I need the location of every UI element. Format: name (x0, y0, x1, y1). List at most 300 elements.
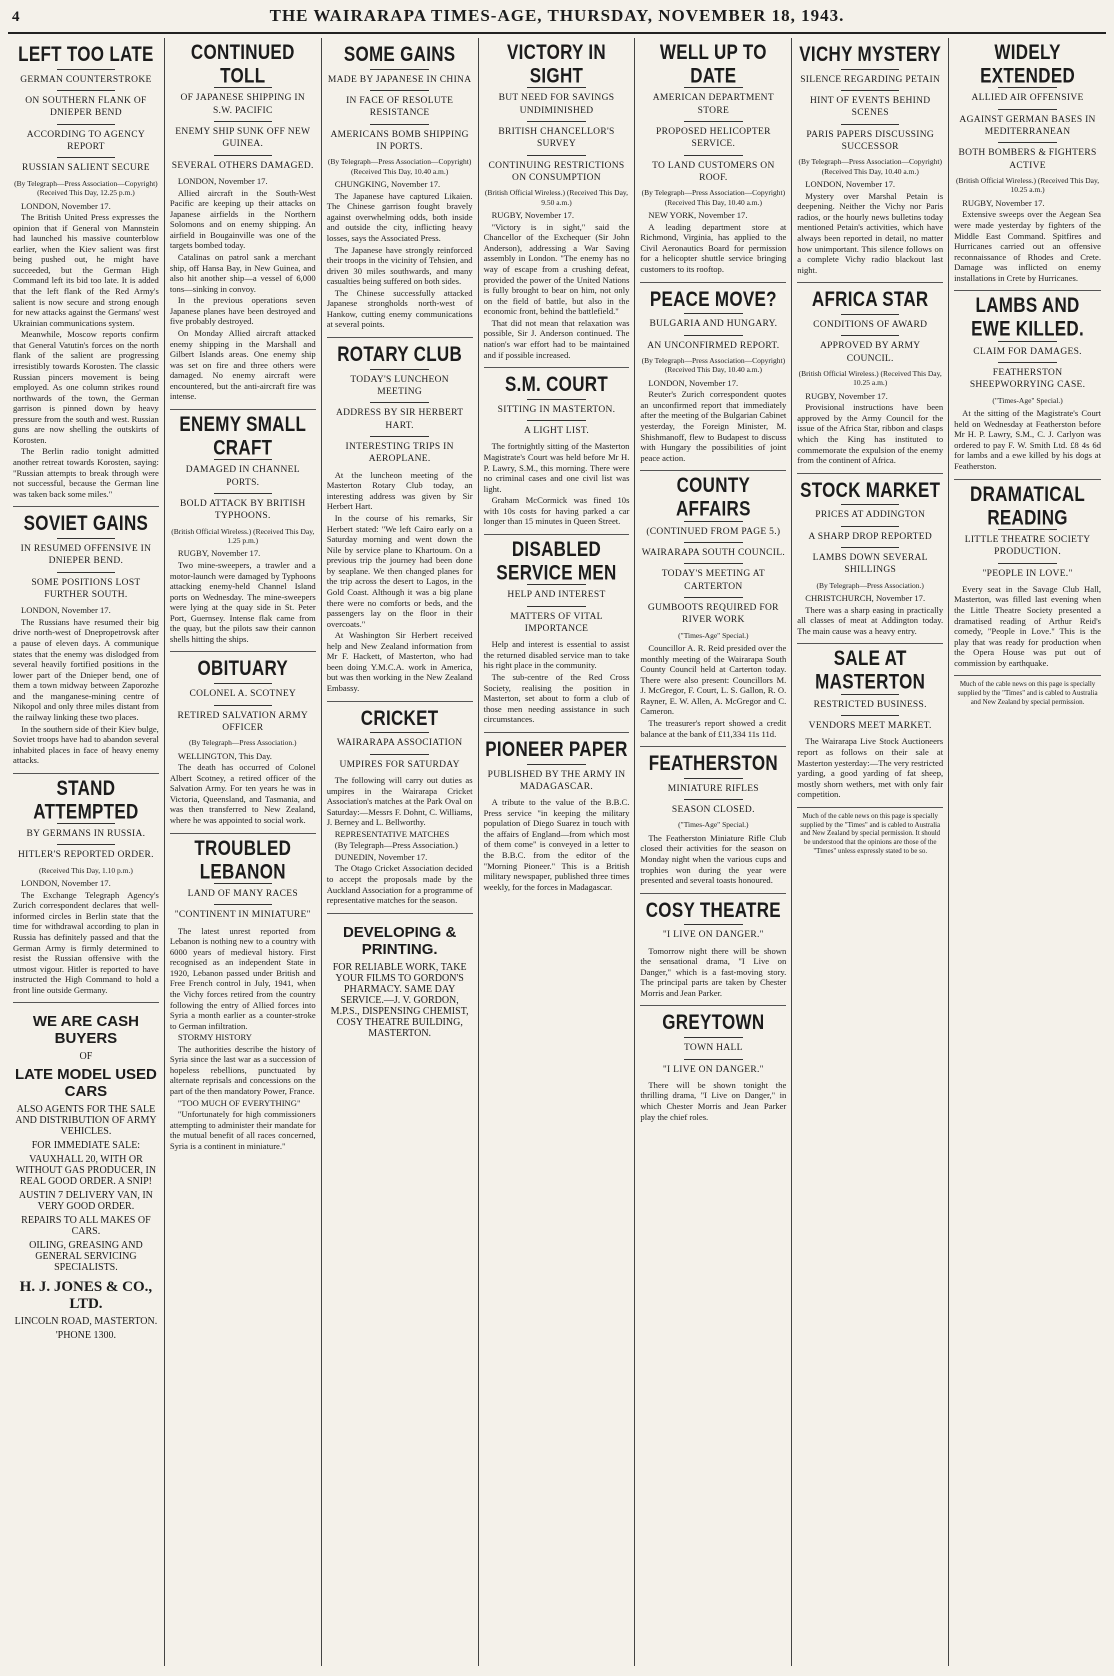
wire-credit: ("Times-Age" Special.) (992, 395, 1063, 405)
subheadline: SOME POSITIONS LOST FURTHER SOUTH. (31, 577, 141, 600)
divider-rule (214, 155, 272, 156)
divider-rule (841, 124, 899, 125)
divider-rule (998, 362, 1057, 363)
headline: PEACE MOVE? (649, 286, 777, 311)
wire-credit: (Received This Day, 1.10 p.m.) (38, 865, 133, 875)
divider-rule (527, 155, 585, 156)
page-number: 4 (12, 9, 20, 25)
wire-credit: (By Telegraph—Press Association.) (816, 580, 924, 590)
ad-line: FOR IMMEDIATE SALE: (31, 1140, 141, 1152)
divider-rule (214, 121, 272, 122)
paragraph: Every seat in the Savage Club Hall, Masterton, was filled last evening when the Little Theatre Society presented a dramatised reading of Arthur Reid's comedy, "People in Love." This is the play that was ready for production when the Opera House was put out of commission by earthquake. (954, 583, 1101, 668)
ad-line: WE ARE CASH BUYERS (32, 1013, 139, 1048)
subheadline: ENEMY SHIP SUNK OFF NEW GUINEA. (175, 127, 311, 150)
paragraph: The sub-centre of the Red Cross Society, realising the position in Masterton, set about to form a club of those men needing assistance in such circumstances. (483, 672, 630, 725)
wire-credit: (British Official Wireless.) (Received This Day, 10.25 a.m.) (956, 176, 1100, 195)
divider-rule (527, 121, 585, 122)
subheadline: LITTLE THEATRE SOCIETY PRODUCTION. (964, 534, 1091, 558)
subheadline: COLONEL A. SCOTNEY (189, 689, 297, 700)
paragraph: Mystery over Marshal Petain is deepening. Neither the Vichy nor Paris radios, or the hourly news bulletins today mentioned Petain's activities, which have always been reported in detail, no matter how unimportant. This silence follows on a complete Vichy radio blackout last night. (797, 190, 944, 275)
paragraph: REPRESENTATIVE MATCHES (334, 828, 450, 839)
paragraph: Two mine-sweepers, a trawler and a motor-launch were damaged by Typhoons attacking enemy-held Channel Island ports on Wednesday. The mine-sweepers were lying at the quay side in St. Peter Port, Guernsey. Intense flak came from the quay, but the pilots saw their cannon shells hitting the ships. (169, 559, 316, 644)
subheadline: BRITISH CHANCELLOR'S SURVEY (498, 127, 615, 150)
ad-line: REPAIRS TO ALL MAKES OF CARS. (21, 1215, 151, 1238)
subheadline: AMERICAN DEPARTMENT STORE (652, 93, 774, 116)
article (170, 652, 316, 833)
paragraph: At the sitting of the Magistrate's Court held on Wednesday at Featherston before Mr H. P. Lawry, S.M., C. J. Carlyon was ordered to pay F. W. Smith Ltd. £8 4s 6d for lambs and a ewe killed by his dogs at Featherston. (954, 408, 1101, 471)
divider-rule (370, 436, 428, 437)
paragraph: The Featherston Miniature Rifle Club closed their activities for the season on Monday night when the various cups and trophies won during the year were presented and several toasts honoured. (640, 832, 787, 886)
advertiser-address: LINCOLN ROAD, MASTERTON. (14, 1316, 158, 1328)
subheadline: INTERESTING TRIPS IN AEROPLANE. (345, 442, 454, 465)
paragraph: Tomorrow night there will be shown the sensational drama, "I Live on Danger," which is a fast-moving story. The principal parts are taken by Chester Morris and Jean Parker. (640, 945, 787, 998)
article (640, 747, 786, 894)
column-3 (322, 38, 479, 1666)
headline: FEATHERSTON (648, 751, 778, 776)
article-body (640, 833, 786, 886)
paragraph: Help and interest is essential to assist the returned disabled service man to take his right place in the community. (483, 639, 630, 671)
article (170, 38, 316, 410)
headline: DISABLED SERVICE MEN (496, 537, 617, 585)
ad-line: DEVELOPING & PRINTING. (342, 923, 457, 958)
subheadline: LAMBS DOWN SEVERAL SHILLINGS (812, 553, 928, 576)
divider-rule (370, 124, 428, 125)
paragraph: LONDON, November 17. (805, 179, 896, 190)
newspaper-title: THE WAIRARAPA TIMES-AGE, THURSDAY, NOVEMBER 18, 1943. (269, 6, 845, 25)
paragraph: Catalinas on patrol sank a merchant ship, off Hansa Bay, in New Guinea, and also hit another ship—a vessel of 6,000 tons—sinking in convoy. (169, 252, 316, 294)
subheadline: ACCORDING TO AGENCY REPORT (26, 129, 146, 153)
paragraph: LONDON, November 17. (21, 605, 111, 616)
wire-credit: ("Times-Age" Special.) (678, 820, 749, 830)
article (640, 283, 786, 472)
subheadline: BOLD ATTACK BY BRITISH TYPHOONS. (179, 498, 306, 522)
article (170, 834, 316, 1159)
divider-rule (684, 121, 742, 122)
subheadline: RETIRED SALVATION ARMY OFFICER (177, 710, 309, 733)
article-body (954, 584, 1101, 669)
subheadline: MINIATURE RIFLES (667, 783, 759, 794)
divider-rule (370, 754, 428, 755)
article-body (640, 1080, 786, 1122)
paragraph: The death has occurred of Colonel Albert Scotney, a retired officer of the Salvation Army. For ten years he was in Victoria, Queensland, and Tasmania, and was then transferred to New Zealand, where he was appointed to social work. (169, 762, 316, 825)
divider-rule (214, 705, 272, 706)
subheadline: TODAY'S MEETING AT CARTERTON (661, 569, 765, 592)
divider-rule (214, 493, 272, 494)
article-body (13, 201, 159, 500)
ad-line: OILING, GREASING AND GENERAL SERVICING SPECIALISTS. (29, 1240, 143, 1274)
subheadline: VENDORS MEET MARKET. (808, 721, 932, 732)
paragraph: The treasurer's report showed a credit balance at the bank of £11,334 11s 11d. (640, 717, 787, 739)
headline: TROUBLED LEBANON (194, 835, 292, 883)
paragraph: (By Telegraph—Press Association.) (334, 840, 458, 851)
article (484, 535, 630, 733)
divider-rule (684, 155, 742, 156)
article-body (954, 408, 1101, 471)
wire-credit: (British Official Wireless.) (Received This Day, 9.50 a.m.) (484, 188, 629, 207)
article (640, 1006, 786, 1129)
paragraph: The Japanese have strongly reinforced their troops in the vicinity of Tehsien, and driven 30 miles southwards, and many casualties being suffered on both sides. (326, 244, 473, 287)
divider-rule (684, 778, 742, 779)
article (640, 38, 786, 283)
subheadline: ADDRESS BY SIR HERBERT HART. (335, 408, 464, 431)
divider-rule (527, 764, 585, 765)
column-6 (792, 38, 949, 1666)
subheadline: FEATHERSTON SHEEPWORRYING CASE. (969, 368, 1086, 391)
wire-credit: (By Telegraph—Press Association—Copyright) (Received This Day, 10.40 a.m.) (641, 188, 786, 207)
paragraph: LONDON, November 17. (648, 377, 739, 388)
subheadline: A SHARP DROP REPORTED (808, 531, 932, 542)
divider-rule (370, 69, 428, 70)
subheadline: TOWN HALL (683, 1043, 743, 1054)
subheadline: SEVERAL OTHERS DAMAGED. (171, 160, 314, 171)
wire-credit: (By Telegraph—Press Association—Copyright) (Received This Day, 10.40 a.m.) (327, 157, 472, 176)
divider-rule (370, 90, 428, 91)
article-body (484, 797, 630, 892)
article (327, 702, 473, 914)
column-4 (479, 38, 636, 1666)
paragraph: That did not mean that relaxation was possible, Sir J. Anderson continued. The nation's war effort had to be maintained and if possible increased. (483, 317, 630, 360)
paragraph: "Victory is in sight," said the Chancellor of the Exchequer (Sir John Anderson), addressing a War Saving assembly in London. "The enemy has no way of escape from a crushing defeat, provided the power of the United Nations is fully brought to bear on him, not only on the field of battle, but also in the economic front, behind the battlefield." (483, 221, 630, 317)
column-2 (165, 38, 322, 1666)
headline: DRAMATICAL READING (970, 481, 1086, 529)
divider-rule (684, 313, 742, 314)
advertisement (327, 914, 473, 1048)
wire-credit: (British Official Wireless.) (Received This Day, 10.25 a.m.) (798, 368, 942, 388)
headline: VICHY MYSTERY (799, 42, 942, 67)
article-body (13, 605, 159, 765)
article-body (640, 378, 786, 464)
divider-rule (57, 124, 115, 125)
divider-rule (684, 924, 742, 925)
article-body (797, 179, 943, 275)
article-body (797, 736, 943, 799)
subheadline: TO LAND CUSTOMERS ON ROOF. (652, 160, 775, 184)
subheadline: ON SOUTHERN FLANK OF DNIEPER BEND (25, 96, 147, 119)
wire-credit: (By Telegraph—Press Association—Copyright) (Received This Day, 12.25 p.m.) (14, 178, 158, 198)
column-grid (8, 38, 1106, 1666)
divider-rule (57, 538, 115, 539)
paragraph: LONDON, November 17. (177, 176, 268, 187)
subheadline: "I LIVE ON DANGER." (662, 930, 764, 941)
article (484, 38, 630, 368)
advertiser-phone: 'PHONE 1300. (55, 1330, 116, 1342)
divider-rule (57, 69, 115, 70)
headline: STOCK MARKET (800, 478, 941, 502)
cable-notice: Much of the cable news on this page is specially supplied by the "Times" and is cabled to Australia and New Zealand by special permission. It should be understood that the opinions are those of the "Times" unless expressly stated to be so. (800, 811, 941, 855)
ad-line: OF (79, 1051, 93, 1063)
paragraph: In the course of his remarks, Sir Herbert stated: "We left Cairo early on a Saturday morning and went down the Nile by service plane to Khartoum. On a previous trip the journey had been done by seaplane. We then changed planes for the trip across the desert to Lagos, in the Gold Coast. Although it was a big plane there were no comforts or beds, and the passengers lay on the floor in their overcoats." (326, 513, 473, 629)
headline: SOVIET GAINS (23, 511, 149, 536)
subheadline: BUT NEED FOR SAVINGS UNDIMINISHED (498, 93, 615, 116)
headline: CONTINUED TOLL (190, 40, 295, 88)
article (954, 291, 1101, 479)
subheadline: RESTRICTED BUSINESS. (813, 699, 927, 710)
subheadline: SILENCE REGARDING PETAIN (800, 74, 941, 85)
divider-rule (841, 526, 899, 527)
article-body (170, 548, 316, 644)
paragraph: Reuter's Zurich correspondent quotes an unconfirmed report that immediately after the meeting of the Bulgarian Cabinet yesterday, the Foreign Minister, M. Shishmanoff, flew to Budapest to discuss with Hungary the possibilities of joint peace action. (640, 389, 787, 463)
divider-rule (841, 69, 899, 70)
article (484, 368, 630, 535)
paragraph: WELLINGTON, This Day. (177, 750, 272, 761)
ad-line: ALSO AGENTS FOR THE SALE AND DISTRIBUTION OF ARMY VEHICLES. (15, 1104, 157, 1138)
wire-credit: (By Telegraph—Press Association.) (189, 738, 297, 748)
article-body (484, 639, 630, 725)
paragraph: The British United Press expresses the opinion that if General von Mannstein had launched his massive counterblow earlier, when the Kiev salient was first being pushed out, he might have succeeded, but the German High Command left its bid too late. It is added that the left flank of the Red Army's salient is now secure and strong enough for new attacks against the Germans' west Ukrainian communications system. (13, 212, 159, 328)
divider-rule (684, 563, 742, 564)
article-body (327, 470, 473, 694)
paragraph: NEW YORK, November 17. (648, 210, 748, 221)
paragraph: The Otago Cricket Association decided to accept the proposals made by the Auckland Association for a programme of representative matches for the season. (326, 863, 473, 906)
ad-line: LATE MODEL USED CARS (14, 1066, 157, 1101)
article-body (327, 775, 473, 906)
paragraph: "TOO MUCH OF EVERYTHING" (177, 1097, 301, 1108)
paragraph: There was a sharp easing in practically all classes of meat at Addington today. The main cause was a heavy entry. (797, 604, 944, 636)
headline: WIDELY EXTENDED (980, 40, 1076, 88)
paragraph: The Exchange Telegraph Agency's Zurich correspondent declares that well-informed circles in Berlin state that the time for withdrawal according to plan in Russia has definitely passed and that the German Army is firmly determined to resist the Russian offensive with the utmost vigour. Hitler is reported to have instructed the High Command to hold a front line outside Germany. (13, 889, 159, 995)
divider-rule (370, 732, 428, 733)
paragraph: Meanwhile, Moscow reports confirm that General Vatutin's forces on the north flank of the salient are progressing irresistibly towards Korosten. The classic Russian pincers movement is being employed. As one column strikes round northwards of the town, the German garrison is pinned down by heavy pressure from the south and west. Russian guns are now shelling the outskirts of Korosten. (13, 329, 159, 445)
subheadline: BY GERMANS IN RUSSIA. (26, 829, 146, 840)
divider-rule (527, 399, 585, 400)
headline: GREYTOWN (662, 1010, 765, 1035)
divider-rule (57, 572, 115, 573)
paragraph: DUNEDIN, November 17. (334, 851, 428, 862)
masthead (8, 6, 1106, 34)
subheadline: PUBLISHED BY THE ARMY IN MADAGASCAR. (487, 769, 626, 792)
article (954, 38, 1101, 291)
paragraph: A tribute to the value of the B.B.C. Press service "in keeping the military population of Diego Suarez in touch with the affairs of England—from which most of them come" is conveyed in a letter to the B.B.C. from the editor of the "Morning Pioneer." This is a British military newspaper, published three times weekly, for the forces in Madagascar. (483, 797, 630, 892)
divider-rule (57, 90, 115, 91)
article-body (640, 643, 786, 739)
paragraph: The Japanese have captured Likaien. The Chinese garrison fought bravely against overwhelming odds, both inside and outside the city, inflicting heavy losses, says the Associated Press. (326, 190, 473, 243)
article-body (797, 593, 943, 636)
article (797, 474, 943, 645)
divider-rule (527, 606, 585, 607)
subheadline: TODAY'S LUNCHEON MEETING (350, 374, 449, 398)
divider-rule (684, 335, 742, 336)
article-body (797, 391, 943, 466)
paragraph: LONDON, November 17. (21, 878, 111, 889)
paragraph: RUGBY, November 17. (491, 210, 574, 221)
wire-credit: (British Official Wireless.) (Received This Day, 1.25 p.m.) (171, 526, 315, 546)
paragraph: In the previous operations seven Japanese planes have been destroyed and five probably destroyed. (169, 295, 316, 327)
column-1 (8, 38, 165, 1666)
subheadline: UMPIRES FOR SATURDAY (339, 759, 460, 770)
divider-rule (841, 547, 899, 548)
divider-rule (841, 335, 899, 336)
paragraph: In the southern side of their Kiev bulge, Soviet troops have had to abandon several inhabited places in face of heavy enemy attacks. (13, 723, 159, 766)
divider-rule (527, 420, 585, 421)
subheadline: GUMBOOTS REQUIRED FOR RIVER WORK (647, 602, 779, 626)
paragraph: At the luncheon meeting of the Masterton Rotary Club today, an interesting address was given by Sir Herbert Hart. (326, 469, 473, 512)
article (797, 644, 943, 807)
subheadline: WAIRARAPA SOUTH COUNCIL. (641, 547, 785, 558)
paragraph: The Chinese successfully attacked Japanese strongholds north-west of Hankow, cutting enemy communications at several points. (326, 287, 473, 330)
paragraph: Allied aircraft in the South-West Pacific are keeping up their attacks on Japanese airfields in the Northern Solomons and on enemy shipping. An airfield in Bougainville was one of the targets bombed today. (169, 187, 316, 251)
subheadline: HITLER'S REPORTED ORDER. (18, 850, 154, 861)
headline: PIONEER PAPER (485, 737, 628, 762)
subheadline: "CONTINENT IN MINIATURE" (174, 910, 311, 921)
subheadline: DAMAGED IN CHANNEL PORTS. (185, 465, 300, 488)
headline: STAND ATTEMPTED (33, 775, 139, 823)
wire-credit: (By Telegraph—Press Association—Copyright) (Received This Day, 10.40 a.m.) (798, 157, 942, 176)
article-body (484, 441, 630, 527)
divider-rule (370, 402, 428, 403)
subheadline: "I LIVE ON DANGER." (662, 1064, 764, 1075)
paragraph: RUGBY, November 17. (805, 390, 888, 401)
subheadline: IN RESUMED OFFENSIVE IN DNIEPER BEND. (20, 543, 152, 567)
paragraph: Graham McCormick was fined 10s with 10s costs for having parked a car longer than 15 minutes in Queen Street. (483, 495, 630, 527)
cable-notice: Much of the cable news on this page is specially supplied by the "Times" and is cabled to Australia and New Zealand by special permission. (957, 680, 1098, 706)
subheadline: HELP AND INTEREST (507, 590, 606, 601)
headline: AFRICA STAR (811, 287, 929, 312)
paragraph: The authorities describe the history of Syria since the last war as a succession of hopeless rebellions, punctuated by alternate reprisals and concessions on the part of the then mandatory Power, France. (169, 1043, 316, 1096)
headline: COUNTY AFFAIRS (675, 473, 751, 521)
paragraph: The Wairarapa Live Stock Auctioneers report as follows on their sale at Masterton yesterday:—The very restricted yarding, a good yarding of fat sheep, mostly shorn wethers, met with only fair competition. (797, 736, 944, 800)
paragraph: The fortnightly sitting of the Masterton Magistrate's Court was held before Mr H. P. Lawry, S.M., this morning. There were no criminal cases and one civil list was light. (483, 441, 630, 494)
subheadline: AN UNCONFIRMED REPORT. (647, 340, 780, 351)
column-7 (949, 38, 1106, 1666)
divider-rule (998, 563, 1057, 564)
article (13, 38, 159, 507)
advertiser-name: H. J. JONES & CO., LTD. (19, 1279, 153, 1313)
article-body (640, 210, 786, 274)
paragraph: CHUNGKING, November 17. (334, 179, 441, 190)
subheadline: LAND OF MANY RACES (187, 888, 298, 899)
subheadline: HINT OF EVENTS BEHIND SCENES (810, 96, 931, 119)
article (327, 38, 473, 338)
headline: SALE AT MASTERTON (815, 646, 926, 694)
subheadline: PRICES AT ADDINGTON (815, 510, 926, 521)
subheadline: WAIRARAPA ASSOCIATION (336, 738, 463, 749)
subheadline: SEASON CLOSED. (671, 805, 755, 816)
headline: LEFT TOO LATE (18, 42, 154, 67)
article-body (640, 946, 786, 999)
ad-line: FOR RELIABLE WORK, TAKE YOUR FILMS TO GORDON'S PHARMACY. SAME DAY SERVICE.—J. V. GORDON, M.P.S., DISPENSING CHEMIST, COSY THEATRE BUILDING, MASTERTON. (330, 961, 469, 1039)
subheadline: A LIGHT LIST. (523, 426, 589, 437)
paragraph: At Washington Sir Herbert received help and New Zealand information from Mr F. Hackett, of Masterton, who had been doing Y.M.C.A. work in America, but was then working in the New Zealand Embassy. (326, 630, 473, 694)
headline: CRICKET (360, 706, 439, 730)
article-body (170, 926, 316, 1152)
divider-rule (841, 90, 899, 91)
headline: ROTARY CLUB (337, 342, 463, 367)
divider-rule (214, 904, 272, 905)
subheadline: AGAINST GERMAN BASES IN MEDITERRANEAN (959, 114, 1096, 138)
divider-rule (841, 715, 899, 716)
subheadline: OF JAPANESE SHIPPING IN S.W. PACIFIC (180, 93, 306, 116)
subheadline: PROPOSED HELICOPTER SERVICE. (656, 127, 771, 150)
subheadline: "PEOPLE IN LOVE." (982, 568, 1073, 579)
paragraph: CHRISTCHURCH, November 17. (805, 593, 926, 604)
paragraph: A leading department store at Richmond, Virginia, has applied to the Civil Aeronautics Board for permission for a helicopter shuttle service bringing customers to its rooftop. (640, 221, 787, 274)
subheadline: BOTH BOMBERS & FIGHTERS ACTIVE (958, 148, 1097, 171)
paragraph: STORMY HISTORY (177, 1032, 252, 1043)
headline: COSY THEATRE (645, 898, 781, 922)
paragraph: Extensive sweeps over the Aegean Sea were made yesterday by fighters of the Middle East Command. Spitfires and Hurricanes carried out an offensive reconnaissance of Rhodes and Crete. Damage was inflicted on enemy installations in Crete by Hurricanes. (954, 209, 1101, 283)
article (13, 774, 159, 1004)
divider-rule (684, 1037, 742, 1038)
divider-rule (684, 542, 742, 543)
headline: ENEMY SMALL CRAFT (179, 411, 307, 460)
paragraph: The Russians have resumed their big drive north-west of Dnepropetrovsk after a pause of eleven days. A communique states that the enemy was dislodged from several heavily fortified positions in the lower part of the Dnieper bend, one of them a town midway between Zaporozhe and the manganese-mining centre of Nikopol and only three miles distant from the railway linking these two places. (13, 616, 159, 722)
article (484, 733, 630, 899)
divider-rule (214, 683, 272, 684)
headline: LAMBS AND EWE KILLED. (971, 293, 1084, 341)
article (327, 338, 473, 702)
divider-rule (370, 369, 428, 370)
advertisement (13, 1003, 159, 1350)
subheadline: AMERICANS BOMB SHIPPING IN PORTS. (330, 129, 469, 153)
article (170, 410, 316, 653)
subheadline: (CONTINUED FROM PAGE 5.) (646, 526, 781, 537)
headline: SOME GAINS (343, 42, 456, 67)
divider-rule (998, 109, 1057, 110)
paragraph: Provisional instructions have been approved by the Army Council for the issue of the Africa Star, ribbon and clasps which the King has instituted to commemorate the expulsion of the enemy from the continent of Africa. (797, 402, 944, 466)
article (797, 38, 943, 283)
article-body (170, 176, 316, 402)
subheadline: GERMAN COUNTERSTROKE (20, 74, 152, 85)
article (13, 507, 159, 774)
article-body (327, 179, 473, 330)
paragraph: Councillor A. R. Reid presided over the monthly meeting of the Wairarapa South County Council held at Carterton today. There were also present: Councillors M. J. McGregor, F. Court, L. S. Gallon, R. O. Rayner, E. W. Allen, A. McGregor and C. Cameron. (640, 643, 787, 717)
wire-credit: ("Times-Age" Special.) (678, 630, 749, 640)
headline: WELL UP TO DATE (659, 40, 767, 88)
subheadline: PARIS PAPERS DISCUSSING SUCCESSOR (806, 129, 935, 153)
headline: VICTORY IN SIGHT (506, 40, 607, 88)
subheadline: CONTINUING RESTRICTIONS ON CONSUMPTION (488, 160, 625, 184)
ad-line: VAUXHALL 20, WITH OR WITHOUT GAS PRODUCER, IN REAL GOOD ORDER. A SNIP! (15, 1154, 157, 1188)
paragraph: RUGBY, November 17. (962, 197, 1045, 208)
divider-rule (684, 597, 742, 598)
column-5 (635, 38, 792, 1666)
article-body (484, 210, 630, 360)
paragraph: The following will carry out duties as umpires in the Wairarapa Cricket Association's matches at the Park Oval on Saturday:—Messrs F. Dohnt, C. Williams, J. Berney and L. Bellworthy. (326, 774, 473, 828)
subheadline: MADE BY JAPANESE IN CHINA (327, 74, 472, 85)
subheadline: SITTING IN MASTERTON. (497, 404, 616, 415)
wire-credit: (By Telegraph—Press Association—Copyright) (Received This Day, 10.40 a.m.) (641, 355, 786, 375)
subheadline: MATTERS OF VITAL IMPORTANCE (510, 611, 603, 634)
article-body (954, 198, 1101, 284)
paragraph: "Unfortunately for high commissioners attempting to administer their mandate for the mutual benefit of all races concerned, Syria is a continent in miniature." (169, 1109, 316, 1151)
subheadline: CONDITIONS OF AWARD (813, 319, 928, 330)
paragraph: There will be shown tonight the thrilling drama, "I Live on Danger," in which Chester Morris and Jean Parker play the chief roles. (640, 1079, 787, 1122)
paragraph: LONDON, November 17. (21, 200, 111, 211)
paragraph: RUGBY, November 17. (177, 548, 261, 559)
article (797, 283, 943, 473)
subheadline: ALLIED AIR OFFENSIVE (971, 93, 1084, 104)
subheadline: APPROVED BY ARMY COUNCIL. (819, 341, 921, 364)
subheadline: IN FACE OF RESOLUTE RESISTANCE (346, 96, 454, 119)
article (640, 471, 786, 747)
subheadline: RUSSIAN SALIENT SECURE (22, 163, 150, 174)
paragraph: On Monday Allied aircraft attacked enemy shipping in the Marshall and Gilbert Islands areas. One enemy ship was set on fire and three others were damaged. No enemy aircraft were encountered, but the anti-aircraft fire was intense. (169, 327, 316, 402)
divider-rule (998, 142, 1057, 143)
divider-rule (57, 157, 115, 158)
divider-rule (841, 504, 899, 505)
divider-rule (57, 844, 115, 845)
article-body (170, 751, 316, 826)
ad-line: AUSTIN 7 DELIVERY VAN, IN VERY GOOD ORDER. (18, 1190, 153, 1213)
paragraph: The latest unrest reported from Lebanon is nothing new to a country with 6000 years of medieval history. First recognised as an independent State in 1920, Lebanon passed under British and Free French control in July, 1941, when the Vichy forces retired from the country following the entry of Allied forces into Syria a month earlier as a counter-stroke to German infiltration. (169, 925, 316, 1031)
paragraph: The Berlin radio tonight admitted another retreat towards Korosten, saying: "Russian attempts to break through were not successful, because the German line was taken back some miles." (13, 446, 159, 499)
subheadline: CLAIM FOR DAMAGES. (973, 346, 1082, 357)
divider-rule (684, 799, 742, 800)
article (640, 894, 786, 1007)
headline: S.M. COURT (504, 372, 609, 397)
article (954, 480, 1101, 677)
headline: OBITUARY (197, 656, 289, 681)
